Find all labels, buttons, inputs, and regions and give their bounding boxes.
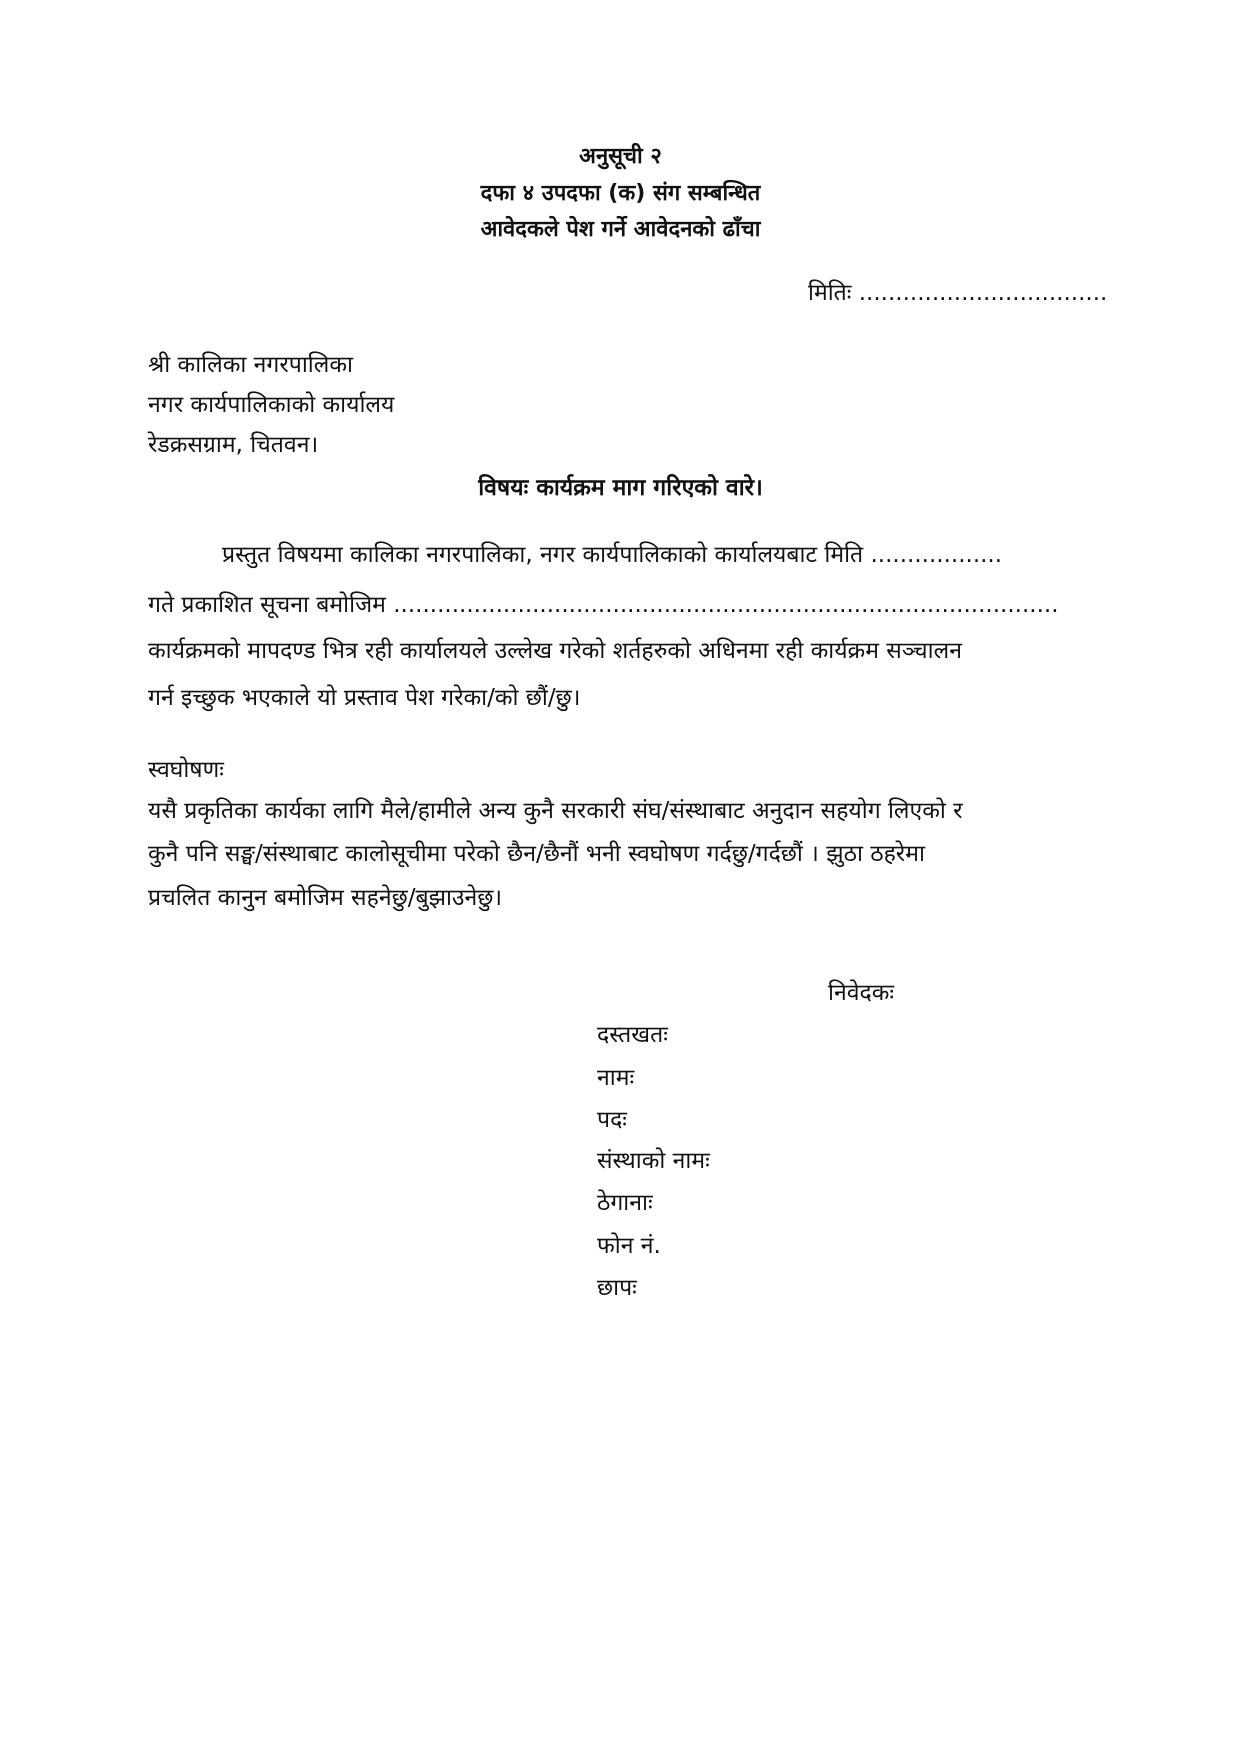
organization-field-label: संस्थाको नामः (597, 1148, 710, 1174)
recipient-line-1: श्री कालिका नगरपालिका (148, 352, 353, 378)
body-line-3: कार्यक्रमको मापदण्ड भित्र रही कार्यालयले उल्लेख गरेको शर्तहरुको अधिनमा रही कार्यक्रम सञ्चालन (148, 638, 962, 664)
body-line-1: प्रस्तुत विषयमा कालिका नगरपालिका, नगर कार्यपालिकाको कार्यालयबाट मिति .................. (222, 542, 1003, 568)
declaration-line-1: यसै प्रकृतिका कार्यका लागि मैले/हामीले अन्य कुनै सरकारी संघ/संस्थाबाट अनुदान सहयोग लिएको र (148, 798, 963, 824)
applicant-heading: निवेदकः (828, 980, 895, 1006)
subject-line: विषयः कार्यक्रम माग गरिएको वारे। (478, 475, 763, 501)
body-line-4: गर्न इच्छुक भएकाले यो प्रस्ताव पेश गरेका/को छौं/छु। (148, 685, 581, 711)
phone-field-label: फोन नं. (597, 1233, 661, 1259)
declaration-line-3: प्रचलित कानुन बमोजिम सहनेछु/बुझाउनेछु। (148, 885, 503, 911)
date-line: मितिः .................................. (808, 280, 1108, 306)
stamp-field-label: छापः (597, 1275, 637, 1301)
address-field-label: ठेगानाः (597, 1190, 653, 1216)
name-field-label: नामः (597, 1065, 635, 1091)
post-field-label: पदः (597, 1107, 627, 1133)
schedule-heading: अनुसूची २ (579, 144, 662, 169)
body-line-2: गते प्रकाशित सूचना बमोजिम ........................................................................................... (148, 592, 1059, 618)
form-title: आवेदकले पेश गर्ने आवेदनको ढाँचा (480, 217, 761, 242)
recipient-line-3: रेडक्रसग्राम, चितवन। (148, 432, 319, 458)
signature-field-label: दस्तखतः (597, 1022, 668, 1048)
section-heading: दफा ४ उपदफा (क) संग सम्बन्धित (480, 181, 761, 206)
declaration-title: स्वघोषणः (148, 757, 224, 783)
recipient-line-2: नगर कार्यपालिकाको कार्यालय (148, 392, 395, 418)
declaration-line-2: कुनै पनि सङ्घ/संस्थाबाट कालोसूचीमा परेको छैन/छैनौं भनी स्वघोषण गर्दछु/गर्दछौं । झुठा ठहरेमा (148, 841, 925, 867)
